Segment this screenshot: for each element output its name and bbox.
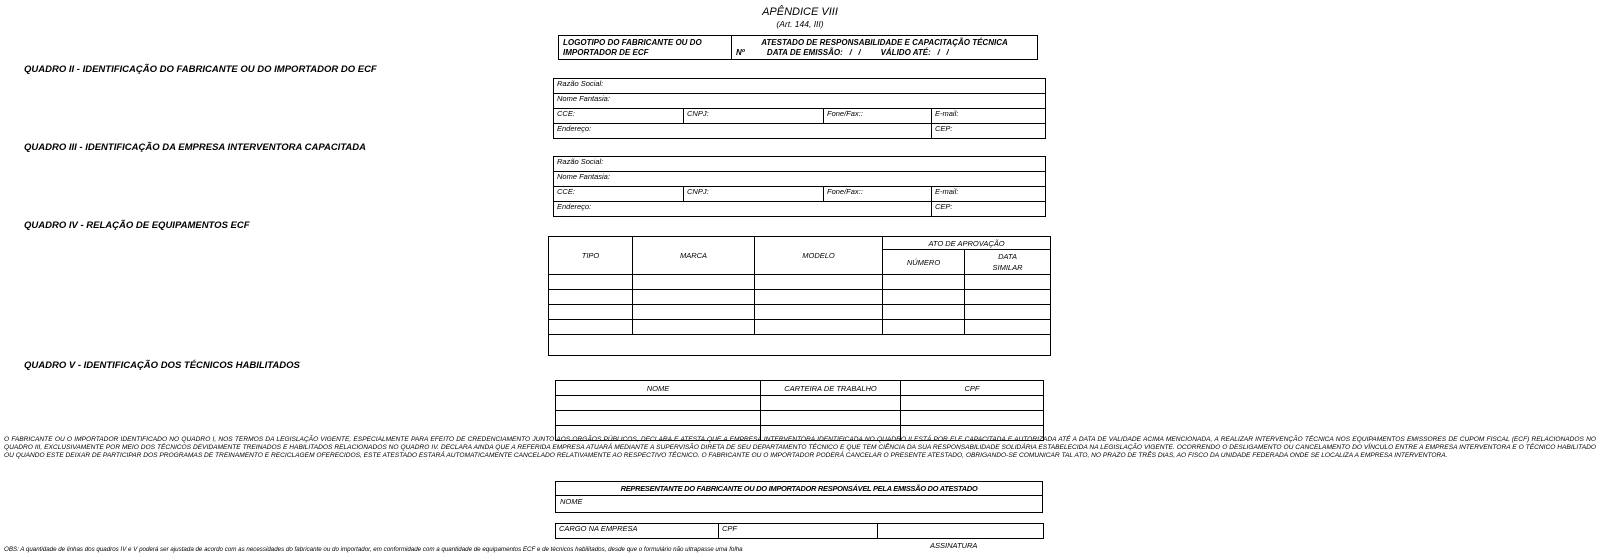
table-row bbox=[549, 275, 1051, 290]
col-nome: NOME bbox=[556, 381, 761, 396]
cell[interactable] bbox=[965, 320, 1051, 335]
cell[interactable] bbox=[549, 335, 1051, 356]
logo-cell bbox=[559, 36, 732, 59]
cargo-field[interactable]: CARGO NA EMPRESA bbox=[556, 524, 719, 539]
signature-box bbox=[555, 481, 1043, 513]
cell[interactable] bbox=[901, 411, 1044, 426]
col-marca: MARCA bbox=[633, 237, 755, 275]
cell[interactable] bbox=[883, 320, 965, 335]
col-ato-aprovacao: ATO DE APROVAÇÃO bbox=[883, 237, 1051, 250]
attestation-dates: Nº DATA DE EMISSÃO: / / VÁLIDO ATÉ: / / bbox=[736, 47, 949, 57]
cell[interactable] bbox=[556, 411, 761, 426]
table-row bbox=[549, 290, 1051, 305]
page-subtitle: (Art. 144, III) bbox=[776, 19, 824, 29]
col-data-line1: DATA bbox=[998, 252, 1017, 261]
quadro-iv-title: QUADRO IV - RELAÇÃO DE EQUIPAMENTOS ECF bbox=[24, 220, 250, 231]
cnpj-field[interactable]: CNPJ: bbox=[684, 187, 824, 202]
razao-social-field[interactable]: Razão Social: bbox=[554, 79, 1046, 94]
table-row bbox=[556, 411, 1044, 426]
cell[interactable] bbox=[761, 411, 901, 426]
cell[interactable] bbox=[883, 290, 965, 305]
signature-nome-field[interactable]: NOME bbox=[560, 497, 583, 506]
header-box bbox=[558, 35, 1038, 60]
cell[interactable] bbox=[549, 290, 633, 305]
cce-field[interactable]: CCE: bbox=[554, 109, 684, 124]
cell[interactable] bbox=[549, 275, 633, 290]
email-field[interactable]: E-mail: bbox=[932, 187, 1046, 202]
signature-details bbox=[555, 523, 1044, 539]
nome-fantasia-field[interactable]: Nome Fantasia: bbox=[554, 94, 1046, 109]
col-carteira-trabalho: CARTEIRA DE TRABALHO bbox=[761, 381, 901, 396]
col-data-line2: SIMILAR bbox=[992, 263, 1023, 272]
cep-field[interactable]: CEP: bbox=[932, 202, 1046, 217]
col-data-similar bbox=[965, 250, 1051, 275]
cell[interactable] bbox=[901, 396, 1044, 411]
attestation-cell bbox=[732, 36, 1037, 59]
cell[interactable] bbox=[633, 320, 755, 335]
assinatura-field[interactable] bbox=[878, 524, 1044, 539]
page-title: APÊNDICE VIII bbox=[762, 6, 838, 18]
cell[interactable] bbox=[761, 396, 901, 411]
cce-field[interactable]: CCE: bbox=[554, 187, 684, 202]
cell[interactable] bbox=[755, 320, 883, 335]
table-row bbox=[549, 320, 1051, 335]
col-tipo: TIPO bbox=[549, 237, 633, 275]
quadro-ii-title: QUADRO II - IDENTIFICAÇÃO DO FABRICANTE OU DO IMPORTADOR DO ECF bbox=[24, 64, 377, 75]
endereco-field[interactable]: Endereço: bbox=[554, 124, 932, 139]
cell[interactable] bbox=[883, 275, 965, 290]
table-row bbox=[549, 305, 1051, 320]
quadro-v-title: QUADRO V - IDENTIFICAÇÃO DOS TÉCNICOS HABILITADOS bbox=[24, 360, 300, 371]
obs-note: OBS: A quantidade de linhas dos quadros IV e V poderá ser ajustada de acordo com as necessidades do fabricante ou do importador, em conformidade com a quantidade de equipamentos ECF e de técnicos habilitados, desde que o formulário não ultrapasse uma folha bbox=[4, 546, 743, 553]
attestation-title: ATESTADO DE RESPONSABILIDADE E CAPACITAÇÃO TÉCNICA bbox=[761, 38, 1008, 47]
cep-field[interactable]: CEP: bbox=[932, 124, 1046, 139]
signature-title: REPRESENTANTE DO FABRICANTE OU DO IMPORTADOR RESPONSÁVEL PELA EMISSÃO DO ATESTADO bbox=[556, 482, 1042, 496]
endereco-field[interactable]: Endereço: bbox=[554, 202, 932, 217]
assinatura-label: ASSINATURA bbox=[930, 541, 978, 550]
cell[interactable] bbox=[755, 290, 883, 305]
cell[interactable] bbox=[556, 396, 761, 411]
cell[interactable] bbox=[633, 275, 755, 290]
cnpj-field[interactable]: CNPJ: bbox=[684, 109, 824, 124]
col-numero: NÚMERO bbox=[883, 250, 965, 275]
cell[interactable] bbox=[965, 275, 1051, 290]
table-row bbox=[556, 396, 1044, 411]
cell[interactable] bbox=[633, 290, 755, 305]
quadro-iv-table bbox=[548, 236, 1051, 356]
cell[interactable] bbox=[965, 305, 1051, 320]
col-modelo: MODELO bbox=[755, 237, 883, 275]
cell[interactable] bbox=[633, 305, 755, 320]
logo-label-line2: IMPORTADOR DE ECF bbox=[563, 47, 649, 57]
fone-fax-field[interactable]: Fone/Fax:: bbox=[824, 109, 932, 124]
cell[interactable] bbox=[755, 305, 883, 320]
email-field[interactable]: E-mail: bbox=[932, 109, 1046, 124]
declaration-text: O FABRICANTE OU O IMPORTADOR IDENTIFICADO NO QUADRO I, NOS TERMOS DA LEGISLAÇÃO VIGENTE, ESPECIALMENTE PARA EFEITO DE CREDENCIAMENTO JUNTO AOS ORGÃOS PÚBLICOS, DECLARA E ATESTA QUE A EMPRESA INTERVENTORA IDENTIFICADA NO QUADRO II ESTÁ POR ELE CAPACITADA E AUTORIZADA ATÉ A DATA DE VALIDADE ACIMA MENCIONADA, A REALIZAR INTERVENÇÃO TÉCNICA NOS EQUIPAMENTOS EMISSORES DE CUPOM FISCAL (ECF) RELACIONADOS NO QUADRO III, EXCLUSIVAMENTE POR MEIO DOS TÉCNICOS DEVIDAMENTE TREINADOS E HABILITADOS RELACIONADOS NO QUADRO IV. DECLARA AINDA QUE A REFERIDA EMPRESA ATUARÁ MEDIANTE A SUPERVISÃO DIRETA DE SEU DEPARTAMENTO TÉCNICO E QUE TEM CIÊNCIA DA SUA RESPONSABILIDADE SOLIDÁRIA ESTABELECIDA NA LEGISLAÇÃO VIGENTE. OCORRENDO O DESLIGAMENTO OU CANCELAMENTO DO VÍNCULO ENTRE A EMPRESA INTERVENTORA E O TÉCNICO HABILITADO OU QUANDO ESTE DEIXAR DE PARTICIPAR DOS PROGRAMAS DE TREINAMENTO E RECICLAGEM OFERECIDOS, ESTE ATESTADO ESTARÁ AUTOMATICAMENTE CANCELADO RELATIVAMENTE AO RESPECTIVO TÉCNICO. O FABRICANTE OU O IMPORTADOR PODERÁ CANCELAR O PRESENTE ATESTADO, OBRIGANDO-SE COMUNICAR TAL ATO, NO PRAZO DE TRÊS DIAS, AO FISCO DA UNIDADE FEDERADA ONDE SE LOCALIZA A EMPRESA INTERVENTORA. bbox=[4, 436, 1596, 459]
cell[interactable] bbox=[549, 305, 633, 320]
col-cpf: CPF bbox=[901, 381, 1044, 396]
cell[interactable] bbox=[883, 305, 965, 320]
quadro-v-table bbox=[555, 380, 1044, 441]
quadro-ii-form bbox=[553, 78, 1046, 139]
fone-fax-field[interactable]: Fone/Fax:: bbox=[824, 187, 932, 202]
nome-fantasia-field[interactable]: Nome Fantasia: bbox=[554, 172, 1046, 187]
cell[interactable] bbox=[549, 320, 633, 335]
table-row bbox=[549, 335, 1051, 356]
cpf-field[interactable]: CPF bbox=[719, 524, 878, 539]
quadro-iii-title: QUADRO III - IDENTIFICAÇÃO DA EMPRESA INTERVENTORA CAPACITADA bbox=[24, 142, 367, 153]
logo-label-line1: LOGOTIPO DO FABRICANTE OU DO bbox=[563, 38, 702, 47]
razao-social-field[interactable]: Razão Social: bbox=[554, 157, 1046, 172]
cell[interactable] bbox=[965, 290, 1051, 305]
quadro-iii-form bbox=[553, 156, 1046, 217]
cell[interactable] bbox=[755, 275, 883, 290]
